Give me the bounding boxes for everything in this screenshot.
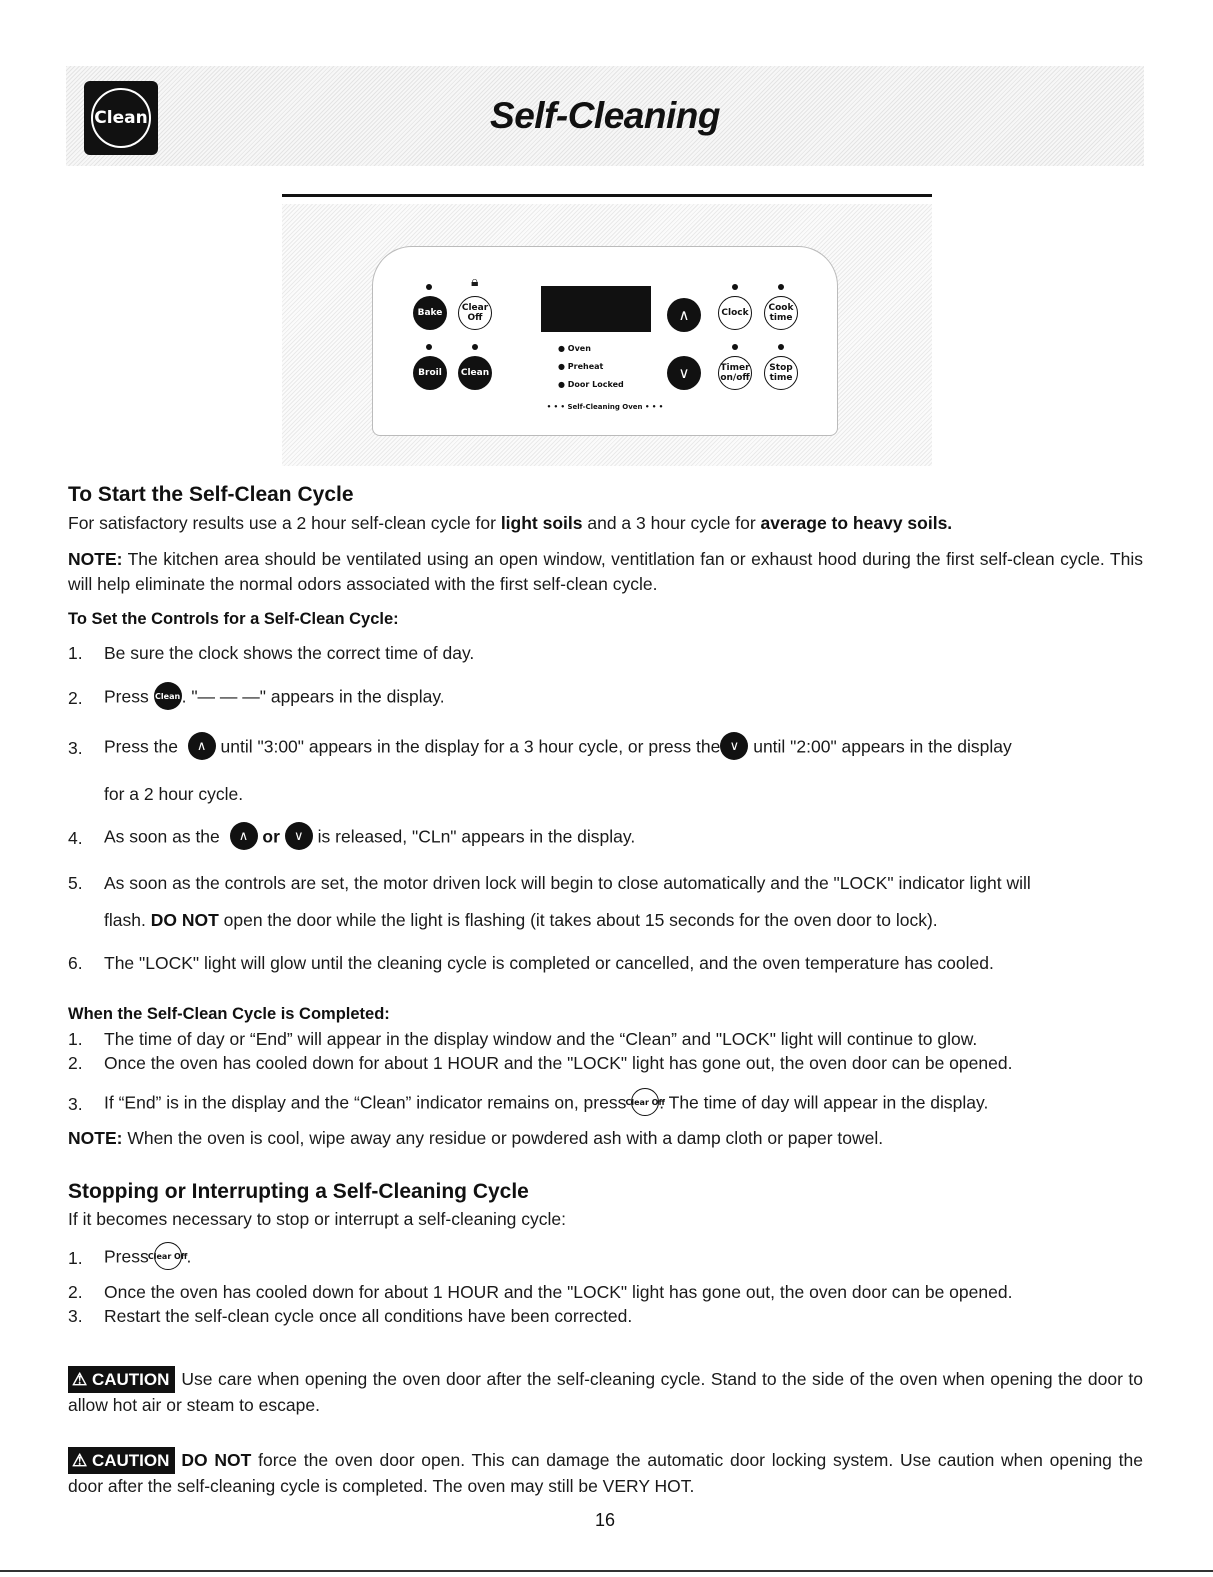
divider [0, 1570, 1213, 1572]
indicator-dot [778, 284, 784, 290]
completed-step-2: Once the oven has cooled down for about 1 HOUR and the "LOCK" light has gone out, the oven door can be opened. [104, 1053, 1013, 1073]
set-step-6: The "LOCK" light will glow until the cleaning cycle is completed or cancelled, and the oven temperature has cooled. [104, 953, 994, 973]
clean-button[interactable]: Clean [458, 356, 492, 390]
set-step-1: Be sure the clock shows the correct time of day. [104, 643, 475, 663]
page-title: Self-Cleaning [490, 95, 720, 136]
step-number: 3. [68, 1306, 83, 1326]
indicator-dot [426, 284, 432, 290]
self-cleaning-oven-label: • • • Self-Cleaning Oven • • • [546, 403, 664, 411]
caution-1: ⚠ CAUTION Use care when opening the oven door after the self-cleaning cycle. Stand to the side of the oven when opening the door to allow hot air or steam to escape. [68, 1366, 1143, 1418]
stopping-step-2: Once the oven has cooled down for about 1 HOUR and the "LOCK" light has gone out, the oven door can be opened. [104, 1282, 1013, 1302]
set-step-5-cont: flash. DO NOT open the door while the light is flashing (it takes about 15 seconds for the oven door to lock). [104, 910, 938, 930]
indicator-oven: ● Oven [558, 344, 591, 353]
clock-button[interactable]: Clock [718, 296, 752, 330]
set-step-5: As soon as the controls are set, the motor driven lock will begin to close automatically and the "LOCK" indicator light will [104, 873, 1031, 893]
set-step-4: As soon as the ∧ or ∨ is released, "CLn" appears in the display. [104, 824, 635, 852]
up-arrow-button[interactable]: ∧ [667, 298, 701, 332]
indicator-preheat: ● Preheat [558, 362, 603, 371]
down-arrow-icon: ∨ [285, 822, 313, 850]
lock-icon: 🔒︎ [471, 274, 479, 290]
clear-off-button[interactable]: Clear Off [458, 296, 492, 330]
caution-badge: ⚠ CAUTION [68, 1366, 175, 1393]
section-heading-stopping: Stopping or Interrupting a Self-Cleaning Cycle [68, 1180, 529, 1203]
clean-badge-icon [84, 81, 158, 155]
cook-time-button[interactable]: Cook time [764, 296, 798, 330]
step-number: 1. [68, 1029, 83, 1049]
down-arrow-icon: ∨ [720, 732, 748, 760]
step-number: 1. [68, 1248, 83, 1268]
up-arrow-icon: ∧ [188, 732, 216, 760]
set-step-2: Press Clean. "— — —" appears in the display. [104, 684, 445, 712]
section-heading-set-controls: To Set the Controls for a Self-Clean Cycle: [68, 610, 399, 628]
indicator-dot [732, 344, 738, 350]
stop-time-button[interactable]: Stop time [764, 356, 798, 390]
stopping-step-3: Restart the self-clean cycle once all conditions have been corrected. [104, 1306, 633, 1326]
clear-off-icon: Clear Off [154, 1242, 182, 1270]
down-arrow-button[interactable]: ∨ [667, 356, 701, 390]
step-number: 1. [68, 643, 83, 663]
step-number: 6. [68, 953, 83, 973]
step-number: 2. [68, 688, 83, 708]
step-number: 2. [68, 1282, 83, 1302]
caution-2: ⚠ CAUTION DO NOT force the oven door open. This can damage the automatic door locking system. Use caution when opening the door after the self-cleaning cycle is completed. The oven may still be VERY HOT. [68, 1447, 1143, 1499]
indicator-dot [778, 344, 784, 350]
indicator-dot [472, 344, 478, 350]
completed-note: NOTE: When the oven is cool, wipe away any residue or powdered ash with a damp cloth or paper towel. [68, 1128, 884, 1148]
clear-off-icon: Clear Off [631, 1088, 659, 1116]
step-number: 5. [68, 873, 83, 893]
indicator-dot [732, 284, 738, 290]
section-heading-completed: When the Self-Clean Cycle is Completed: [68, 1005, 390, 1023]
step-number: 2. [68, 1053, 83, 1073]
broil-button[interactable]: Broil [413, 356, 447, 390]
indicator-door-locked: ● Door Locked [558, 380, 624, 389]
bake-button[interactable]: Bake [413, 296, 447, 330]
section-heading-start: To Start the Self-Clean Cycle [68, 483, 354, 506]
clean-badge-label: Clean [91, 88, 151, 148]
indicator-dot [426, 344, 432, 350]
up-arrow-icon: ∧ [230, 822, 258, 850]
set-step-3-cont: for a 2 hour cycle. [104, 784, 244, 804]
start-intro: For satisfactory results use a 2 hour self-clean cycle for light soils and a 3 hour cycle for average to heavy soils. [68, 513, 953, 533]
stopping-step-1: Press Clear Off . [104, 1244, 191, 1272]
oven-display [541, 286, 651, 332]
set-step-3: Press the ∧ until "3:00" appears in the display for a 3 hour cycle, or press the ∨ until "2:00" appears in the display [104, 734, 1012, 762]
step-number: 4. [68, 828, 83, 848]
clean-button-icon: Clean [154, 682, 182, 710]
page-number: 16 [594, 1510, 616, 1530]
step-number: 3. [68, 738, 83, 758]
timer-on-off-button[interactable]: Timer on/off [718, 356, 752, 390]
step-number: 3. [68, 1094, 83, 1114]
completed-step-1: The time of day or “End” will appear in the display window and the “Clean” and "LOCK" light will continue to glow. [104, 1029, 978, 1049]
completed-step-3: If “End” is in the display and the “Clean” indicator remains on, press Clear Off. The time of day will appear in the display. [104, 1090, 988, 1118]
divider [282, 194, 932, 197]
caution-badge: ⚠ CAUTION [68, 1447, 175, 1474]
start-note: NOTE: The kitchen area should be ventilated using an open window, ventitlation fan or exhaust hood during the first self-clean cycle. This will help eliminate the normal odors associated with the first self-clean cycle. [68, 549, 1143, 594]
stopping-intro: If it becomes necessary to stop or interrupt a self-cleaning cycle: [68, 1209, 567, 1229]
